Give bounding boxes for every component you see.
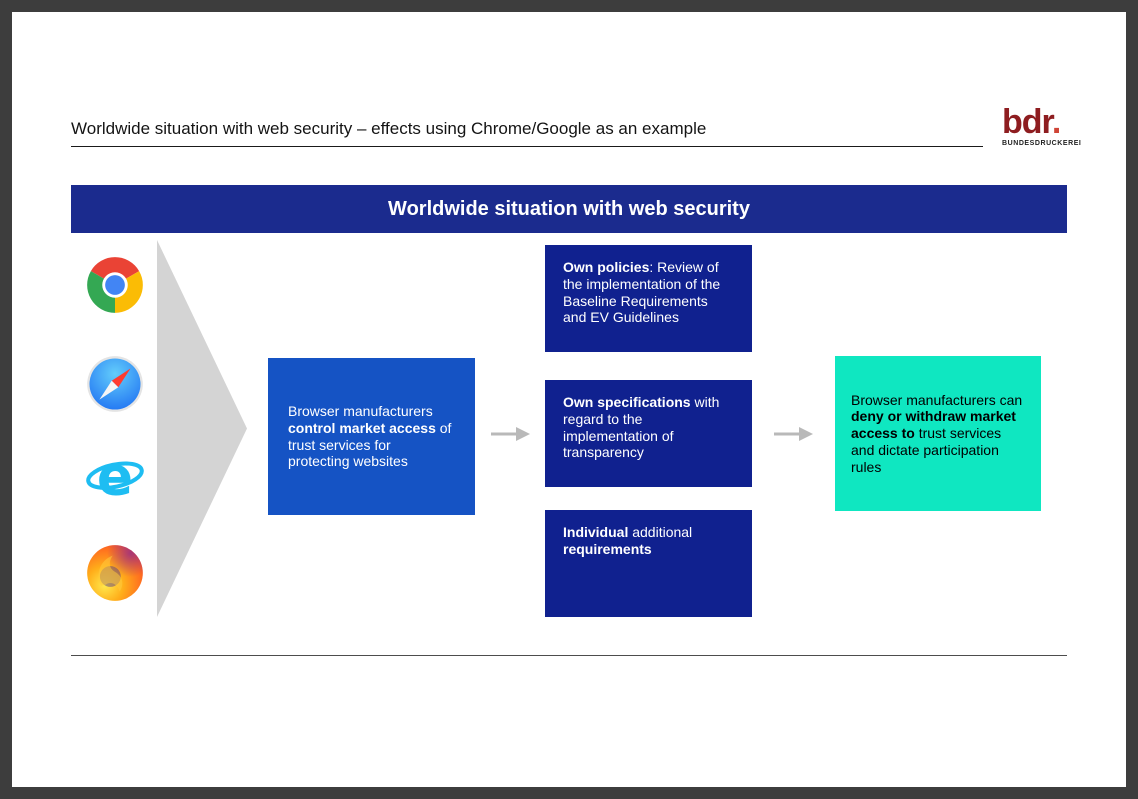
arrow-right-icon	[773, 426, 813, 442]
text-segment: with regard to the implementation of transparency	[563, 394, 720, 461]
logo-dot: .	[1051, 103, 1061, 141]
text-segment-bold: control market access	[288, 419, 436, 436]
logo-letters: bdr	[1002, 103, 1052, 141]
bundesdruckerei-logo	[1002, 103, 1092, 148]
individual-requirements-text	[563, 524, 734, 558]
text-segment-bold: Own specifications	[563, 394, 691, 410]
deny-withdraw-result-box	[835, 356, 1041, 511]
header-divider	[71, 146, 983, 147]
footer-divider	[71, 655, 1067, 656]
own-specifications-box	[545, 380, 752, 487]
text-segment-bold: Own policies	[563, 259, 650, 275]
slide-banner	[71, 185, 1067, 233]
chrome-icon	[86, 256, 144, 314]
funnel-triangle	[157, 240, 247, 617]
text-segment: additional	[628, 524, 693, 540]
own-policies-box	[545, 245, 752, 352]
logo-wordmark	[1002, 103, 1092, 141]
individual-requirements-box	[545, 510, 752, 617]
internet-explorer-icon	[86, 449, 144, 507]
svg-text:e: e	[96, 449, 134, 507]
text-segment: : Review of the implementation of the Baseline Requirements and EV Guidelines	[563, 259, 721, 326]
text-segment-bold: deny or withdraw market access to	[851, 408, 1016, 442]
safari-icon	[86, 355, 144, 413]
own-specifications-text	[563, 394, 734, 461]
presentation-slide	[12, 12, 1126, 787]
text-segment: Browser manufacturers can	[851, 391, 1023, 408]
control-market-access-box	[268, 358, 475, 515]
text-segment-bold: Individual	[563, 524, 629, 540]
text-segment: Browser manufacturers	[288, 402, 433, 419]
text-segment: of trust services for protecting websites	[288, 419, 452, 470]
control-market-access-text	[288, 403, 455, 470]
text-segment: trust services and dictate participation rules	[851, 425, 1002, 475]
slide-header-title: Worldwide situation with web security – effects using Chrome/Google as an example	[71, 119, 707, 138]
arrow-right-icon	[490, 426, 530, 442]
firefox-icon	[86, 544, 144, 602]
logo-subtext: BUNDESDRUCKEREI	[1002, 140, 1082, 148]
deny-withdraw-result-text	[851, 392, 1025, 476]
own-policies-text	[563, 259, 734, 326]
banner-title: Worldwide situation with web security	[388, 197, 750, 220]
text-segment-bold: requirements	[563, 540, 652, 557]
